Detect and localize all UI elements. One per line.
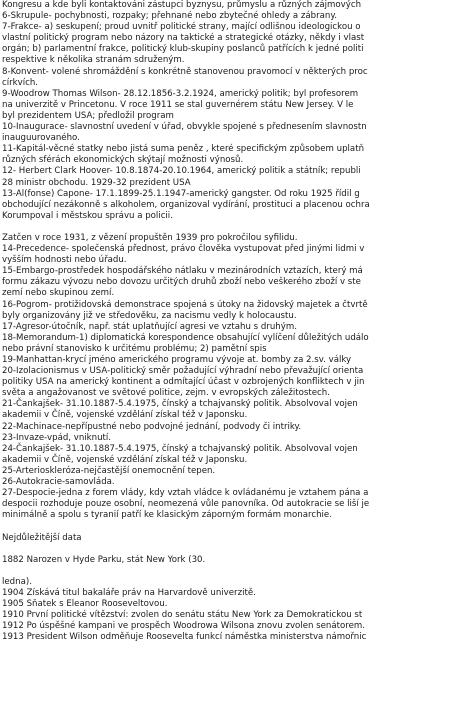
text-line: 21-Čankajšek- 31.10.1887-5.4.1975, čínský a tchajvanský politik. Absolvoval vojen [2, 399, 358, 410]
text-line: 22-Machinace-nepřípustné nebo podvojné jednání, podvody či intriky. [2, 421, 302, 432]
blank-line [0, 566, 449, 577]
text-line: 28 ministr obchodu. 1929-32 prezident USA [2, 177, 191, 188]
text-line: 25-Arterioskleróza-nejčastější onemocnění tepen. [2, 465, 216, 476]
text-line: orgán; b) parlamentní frakce, politický klub-skupiny poslanců patřících k jedné politi [2, 44, 364, 55]
text-line: akademii v Číně, vojenské vzdělání získal též v Japonsku. [2, 410, 248, 421]
text-line: vyšším hodnosti nebo úřadu. [2, 255, 127, 266]
text-line: na univerzitě v Princetonu. V roce 1911 se stal guvernérem státu New Jersey. V le [2, 99, 354, 110]
text-line: různých sférách ekonomických skýtají možnosti výnosů. [2, 155, 244, 166]
text-line: 9-Woodrow Thomas Wilson- 28.12.1856-3.2.1924, americký politik; byl profesorem [2, 88, 359, 99]
text-line: Korumpoval i městskou správu a policii. [2, 210, 173, 221]
text-line: 14-Precedence- společenská přednost, právo člověka vystupovat před jinými lidmi v [2, 244, 365, 255]
timeline-entry: 1912 Po úspěšné kampani ve prospěch Woodrowa Wilsona znovu zvolen senátorem. [2, 621, 365, 632]
text-line: 8-Konvent- volené shromáždění s konkrétně stanovenou pravomocí v některých proc [2, 66, 368, 77]
text-line: 27-Despocie-jedna z forem vlády, kdy vztah vládce k ovládanému je vztahem pána a [2, 488, 369, 499]
text-line: inauguurovaného. [2, 133, 80, 144]
text-line: vlastní politický program nebo názory na taktické a strategické otázky, někdy i vlast [2, 33, 365, 44]
text-line: Kongresu a kde byli kontaktováni zástupci byznysu, průmyslu a různých zájmových [2, 0, 362, 10]
timeline-entry: 1910 První politické vítězství: zvolen do senátu státu New York za Demokratickou st [2, 610, 363, 621]
timeline-entry: 1904 Získává titul bakaláře práv na Harvardově univerzitě. [2, 587, 256, 598]
timeline-entry: 1882 Narozen v Hyde Parku, stát New York (30. [2, 554, 206, 565]
blank-line [0, 544, 449, 555]
text-line: formu zákazu vývozu nebo dovozu určitých druhů zboží nebo veškerého zboží v ste [2, 277, 361, 288]
text-line: 19-Manhattan-krycí jméno amerického programu vývoje at. bomby za 2.sv. války [2, 355, 352, 365]
timeline-list [0, 588, 449, 643]
text-line: 23-Invaze-vpád, vniknutí. [2, 432, 112, 443]
text-line: 7-Frakce- a) seskupení; proud uvnitř politické strany, mající odlišnou ideologickou o [2, 22, 361, 33]
timeline-entry: 1905 Sňatek s Eleanor Rooseveltovou. [2, 599, 168, 610]
text-line: 12- Herbert Clark Hoover- 10.8.1874-20.10.1964, americký politik a státník; republi [2, 166, 361, 177]
text-line: nebo právní stanovisko k určitému problému; 2) pamětní spis [2, 343, 267, 354]
text-line: církvích. [2, 77, 38, 88]
text-line: 17-Agresor-útočník, např. stát uplatňující agresi ve vztahu s druhým. [2, 321, 297, 332]
text-line: 18-Memorandum-1) diplomatická korespondence obsahující vylíčení důležitých událo [2, 332, 369, 343]
blank-line [0, 222, 449, 233]
text-line: obchodující nezákonně s alkoholem, organizoval vydírání, prostituci a placenou ochra [2, 199, 370, 210]
text-line: politiky USA na americký kontinent a odmítající účast v ozbrojených konfliktech v jin [2, 377, 365, 388]
text-line: 11-Kapitál-věcné statky nebo jistá suma peněz , které specifickým způsobem uplatň [2, 144, 365, 155]
text-line: Zatčen v roce 1931, z vězení propuštěn 1939 pro pokročilou syfilidu. [2, 232, 298, 243]
text-line: 26-Autokracie-samovláda. [2, 477, 115, 488]
text-line: 24-Čankajšek- 31.10.1887-5.4.1975, čínský a tchajvanský politik. Absolvoval vojen [2, 443, 358, 454]
timeline-entry-continuation: ledna). [2, 576, 32, 587]
text-line: světa a angažovanost ve světové politice, zejm. v evropských záležitostech. [2, 388, 330, 399]
text-line: respektive k několika stranám sdruženým. [2, 55, 185, 66]
text-line: 13-Al(fonse) Capone- 17.1.1899-25.1.1947-americký gangster. Od roku 1925 řídil g [2, 188, 360, 199]
text-line: byly organizovány již ve středověku, za nacismu vedly k holocaustu. [2, 310, 297, 321]
text-line: 16-Pogrom- protižidovská demonstrace spojená s útoky na židovský majetek a čtvrtě [2, 299, 368, 310]
timeline-entry: 1913 President Wilson odměňuje Roosevelta funkcí náměstka ministerstva námořnic [2, 632, 367, 643]
text-line: despocii rozhoduje pouze osobní, neomezená vůle panovníka. Od autokracie se liší je [2, 499, 370, 510]
section-heading: Nejdůležitější data [2, 532, 82, 543]
blank-line [0, 521, 449, 532]
glossary-block-1 [0, 0, 449, 222]
text-line: 20-Izolacionismus v USA-politický směr požadující výhradní nebo převažující orienta [2, 366, 364, 377]
text-line: byl prezidentem USA; předložil program [2, 110, 174, 121]
text-line: 6-Skrupule- pochybnosti, rozpaky; přehnané nebo zbytečné ohledy a zábrany. [2, 11, 337, 22]
glossary-block-2 [0, 233, 449, 521]
text-line: minimálně a spolu s tyranií patří ke klasickým záporným formám monarchie. [2, 510, 332, 521]
text-line: 10-Inaugurace- slavnostní uvedení v úřad, obvykle spojené s přednesením slavnostn [2, 122, 367, 133]
text-line: 15-Embargo-prostředek hospodářského nátlaku v mezinárodních vztazích, který má [2, 266, 363, 277]
text-line: zemí nebo skupinou zemí. [2, 288, 115, 299]
text-line: akademii v Číně, vojenské vzdělání získal též v Japonsku. [2, 454, 248, 465]
